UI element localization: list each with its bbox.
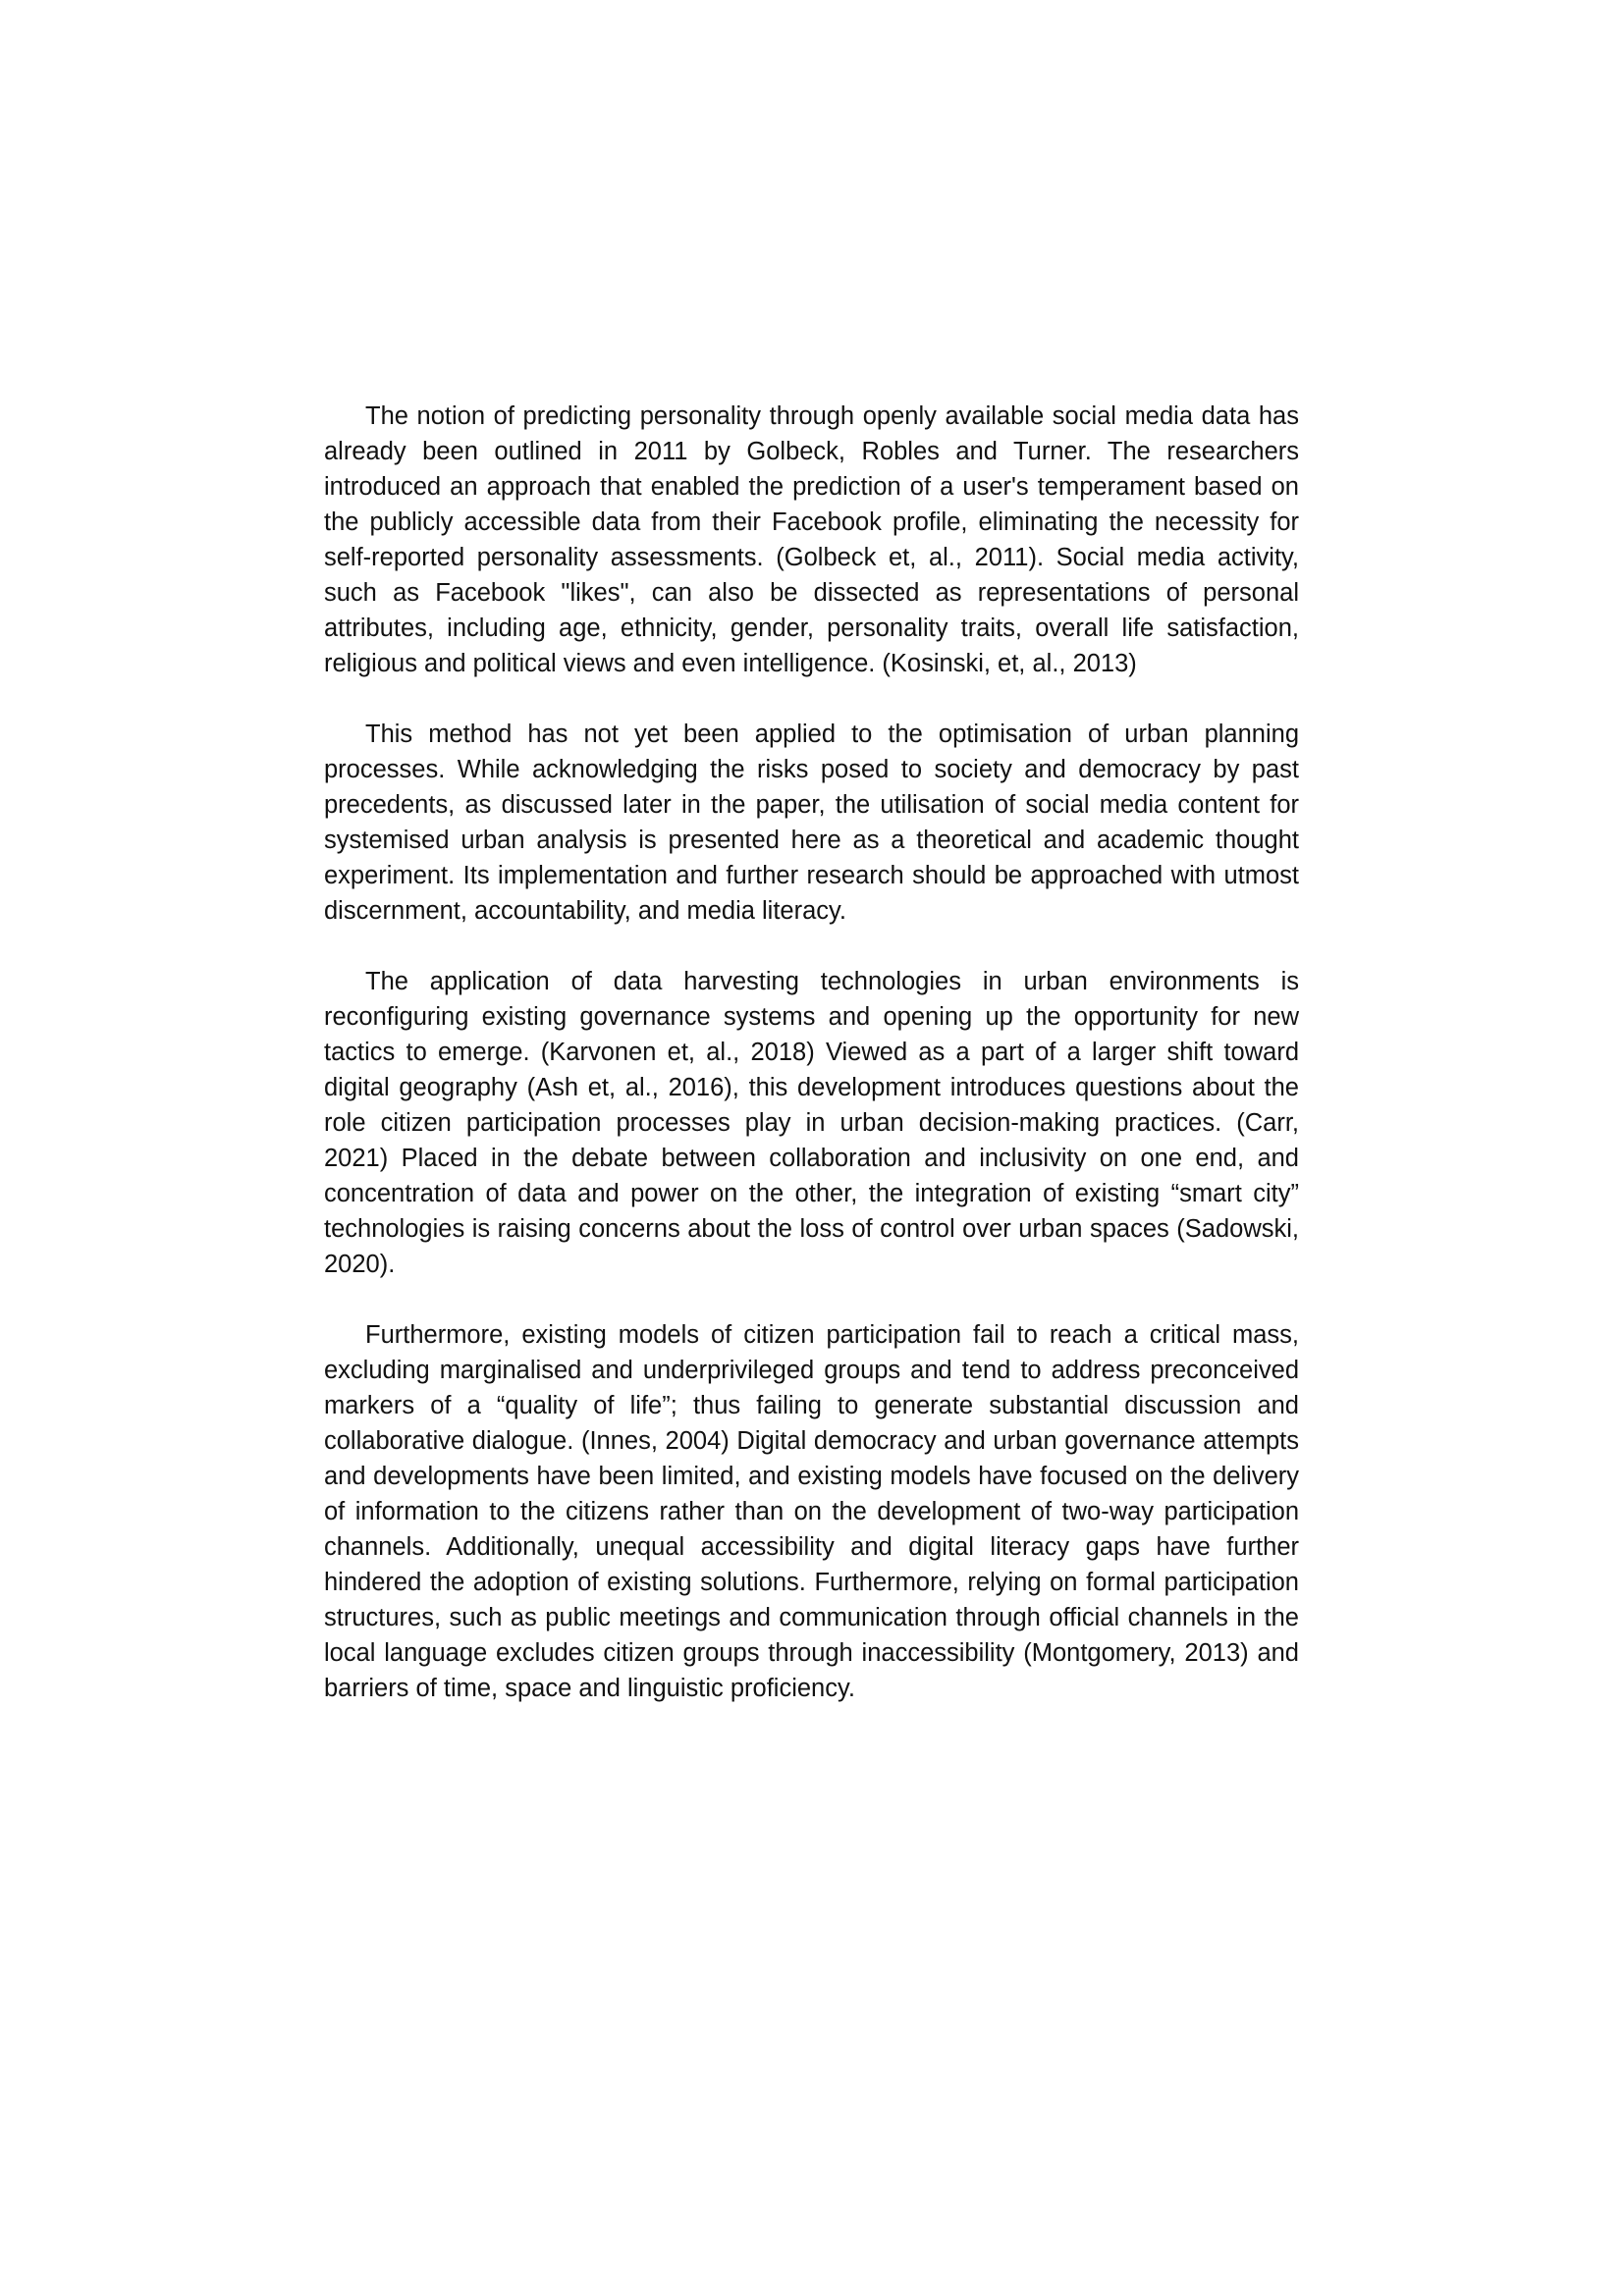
body-paragraph-4: Furthermore, existing models of citizen participation fail to reach a critical mass, excluding marginalised and underprivileged groups and tend to address preconceived markers of a “quality of life”; thus failing to generate substantial discussion and collaborative dialogue. (Innes, 2004) Digital democracy and urban governance attempts and developments have been limited, and existing models have focused on the delivery of information to the citizens rather than on the development of two-way participation channels. Additionally, unequal accessibility and digital literacy gaps have further hindered the adoption of existing solutions. Furthermore, relying on formal participation structures, such as public meetings and communication through official channels in the local language excludes citizen groups through inaccessibility (Montgomery, 2013) and barriers of time, space and linguistic proficiency. — [324, 1321, 1299, 1702]
body-paragraph-3: The application of data harvesting technologies in urban environments is reconfiguring existing governance systems and opening up the opportunity for new tactics to emerge. (Karvonen et, al., 2018) Viewed as a part of a larger shift toward digital geography (Ash et, al., 2016), this development introduces questions about the role citizen participation processes play in urban decision-making practices. (Carr, 2021) Placed in the debate between collaboration and inclusivity on one end, and concentration of data and power on the other, the integration of existing “smart city” technologies is raising concerns about the loss of control over urban spaces (Sadowski, 2020). — [324, 968, 1299, 1278]
body-paragraph-2: This method has not yet been applied to the optimisation of urban planning processes. While acknowledging the risks posed to society and democracy by past precedents, as discussed later in the paper, the utilisation of social media content for systemised urban analysis is presented here as a theoretical and academic thought experiment. Its implementation and further research should be approached with utmost discernment, accountability, and media literacy. — [324, 721, 1299, 925]
body-text-column — [324, 399, 1299, 1706]
body-paragraph-1: The notion of predicting personality through openly available social media data has already been outlined in 2011 by Golbeck, Robles and Turner. The researchers introduced an approach that enabled the prediction of a user's temperament based on the publicly accessible data from their Facebook profile, eliminating the necessity for self-reported personality assessments. (Golbeck et, al., 2011). Social media activity, such as Facebook "likes", can also be dissected as representations of personal attributes, including age, ethnicity, gender, personality traits, overall life satisfaction, religious and political views and even intelligence. (Kosinski, et, al., 2013) — [324, 402, 1299, 677]
